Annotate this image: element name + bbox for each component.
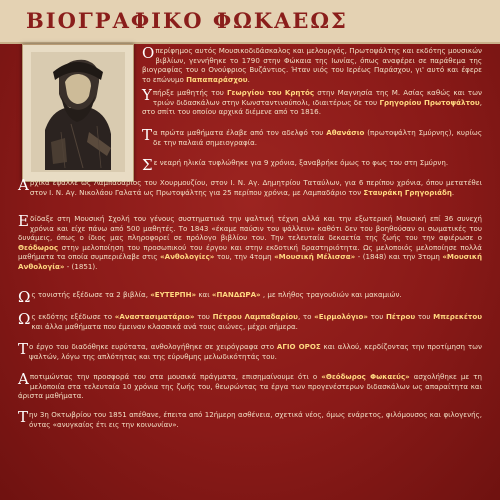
paragraph-10: Αποτιμώντας την προσφορά του στα μουσικά πράγματα, επισημαίνουμε ότι ο «Θεόδωρος Φωκαεύς» ασχολήθηκε με τη μελοποιία στα τελευταία 10 χρόνια της ζωής του, θεωρώντας τα έργα των προγενέστερων διδασκάλων ως απαραίτητα και άριστα μαθήματα. xyxy=(18,370,482,401)
portrait-frame xyxy=(22,44,134,182)
drop-cap: Υ xyxy=(142,86,152,104)
drop-cap: Α xyxy=(18,370,29,388)
drop-cap: Τ xyxy=(18,340,29,358)
portrait-engraving-icon xyxy=(31,52,125,172)
paragraph-7: Ως τονιστής εξέδωσε τα 2 βιβλία, «ΕΥΤΕΡΠΗ» και «ΠΑΝΔΩΡΑ» , με πλήθος τραγουδιών και μακαμιών. xyxy=(18,288,402,306)
paragraph-6: Εδίδαξε στη Μουσική Σχολή του γένους συστηματικά την ψαλτική τέχνη αλλά και την εξωτερική Μουσική επί 36 συνεχή χρόνια και είχε πάνω από 500 μαθητές. Το 1843 «έκαμε παύσιν του ψάλλειν» καθότι δεν του βοηθούσαν οι σωματικές του δυνάμεις, όπως ο ίδιος μας πληροφορεί σε πρόλογο βιβλίου του. Την τελευταία δεκαετία της ζωής του την αφιέρωσε ο Θεόδωρος στην μελοποίηση του προσωπικού του έργου και στην εκδοτική δραστηριότητα. Ως μελοποιός μελοποίησε πολλά μαθήματα τα οποία συμπεριέλαβε στις «Ανθολογίες» του, την 4τομη «Μουσική Μέλισσα» - (1848) και την 3τομη «Μουσική Ανθολογία» - (1851). xyxy=(18,212,483,271)
drop-cap: Α xyxy=(18,176,29,194)
paragraph-5: Αρχικά έψαλλε ως Λαμπαδάριος του Χουρμουζίου, στον Ι. Ν. Αγ. Δημητρίου Ταταύλων, για 6 περίπου χρόνια, όπου μετατέθει στον Ι. Ν. Αγ. Νικολάου Γαλατά ως Πρωτοψάλτης για 25 περίπου χρόνια, με Λαμπαδάριο τον Σταυράκη Γρηγοριάδη. xyxy=(18,176,482,197)
drop-cap: Τ xyxy=(18,408,29,426)
drop-cap: Ο xyxy=(142,44,155,62)
drop-cap: Ω xyxy=(18,310,31,328)
drop-cap: Σ xyxy=(142,156,153,174)
drop-cap: Ε xyxy=(18,212,29,230)
paragraph-2: Υπήρξε μαθητής του Γεωργίου του Κρητός στην Μαγνησία της Μ. Ασίας καθώς και των τριών διδασκάλων στην Κωνσταντινούπολι, ιδιαιτέρως δε του Γρηγορίου Πρωτοψάλτου, στο σπίτι του οποίου αρχικά διέμενε από το 1816. xyxy=(142,86,482,117)
header-bar xyxy=(0,0,500,44)
paragraph-8: Ως εκδότης εξέδωσε το «Αναστασιματάριο» του Πέτρου Λαμπαδαρίου, το «Ειρμολόγιο» του Πέτρου του Μπερεκέτου και άλλα μαθήματα που έμειναν κλασσικά ανά τους αιώνες, μέχρι σήμερα. xyxy=(18,310,482,331)
drop-cap: Τ xyxy=(142,126,153,144)
paragraph-1: Οπερίφημος αυτός Μουσικοδιδάσκαλος και μελουργός, Πρωτοψάλτης και εκδότης μουσικών βιβλίων, γεννήθηκε το 1790 στην Φώκαια της Ιωνίας, όπως αναφέρει σε παράθεμα της βιογραφίας του ο Ονούφριος Βυζάντιος. Ήταν υιός του Ιερέως Παράσχου, γι' αυτό και έφερε το επώνυμο Παπαπαράσχου. xyxy=(142,44,482,84)
paragraph-11: Την 3η Οκτωβρίου του 1851 απέθανε, έπειτα από 12ήμερη ασθένεια, σχετικά νέος, όμως ενάρετος, φιλόμουσος και φιλογενής, όντας «ανυγκαίος έτι εις την κοινωνίαν». xyxy=(18,408,482,429)
paragraph-9: Το έργο του διαδόθηκε ευρύτατα, ανθολογήθηκε σε χειρόγραφα στο ΑΓΙΟ ΟΡΟΣ και αλλού, κερδίζοντας την προτίμηση των ψαλτών, λόγω της απλότητας και της εύρυθμης μελωδικότητάς του. xyxy=(18,340,482,361)
page-title: ΒΙΟΓΡΑΦΙΚΟ ΦΩΚΑΕΩΣ xyxy=(26,8,348,33)
paragraph-3: Τα πρώτα μαθήματα έλαβε από τον αδελφό του Αθανάσιο (πρωτοψάλτη Σμύρνης), κυρίως δε την παλαιά σημειογραφία. xyxy=(142,126,482,147)
paragraph-4: Σε νεαρή ηλικία τυφλώθηκε για 9 χρόνια, ξαναβρήκε όμως το φως του στη Σμύρνη. xyxy=(142,156,449,174)
drop-cap: Ω xyxy=(18,288,31,306)
